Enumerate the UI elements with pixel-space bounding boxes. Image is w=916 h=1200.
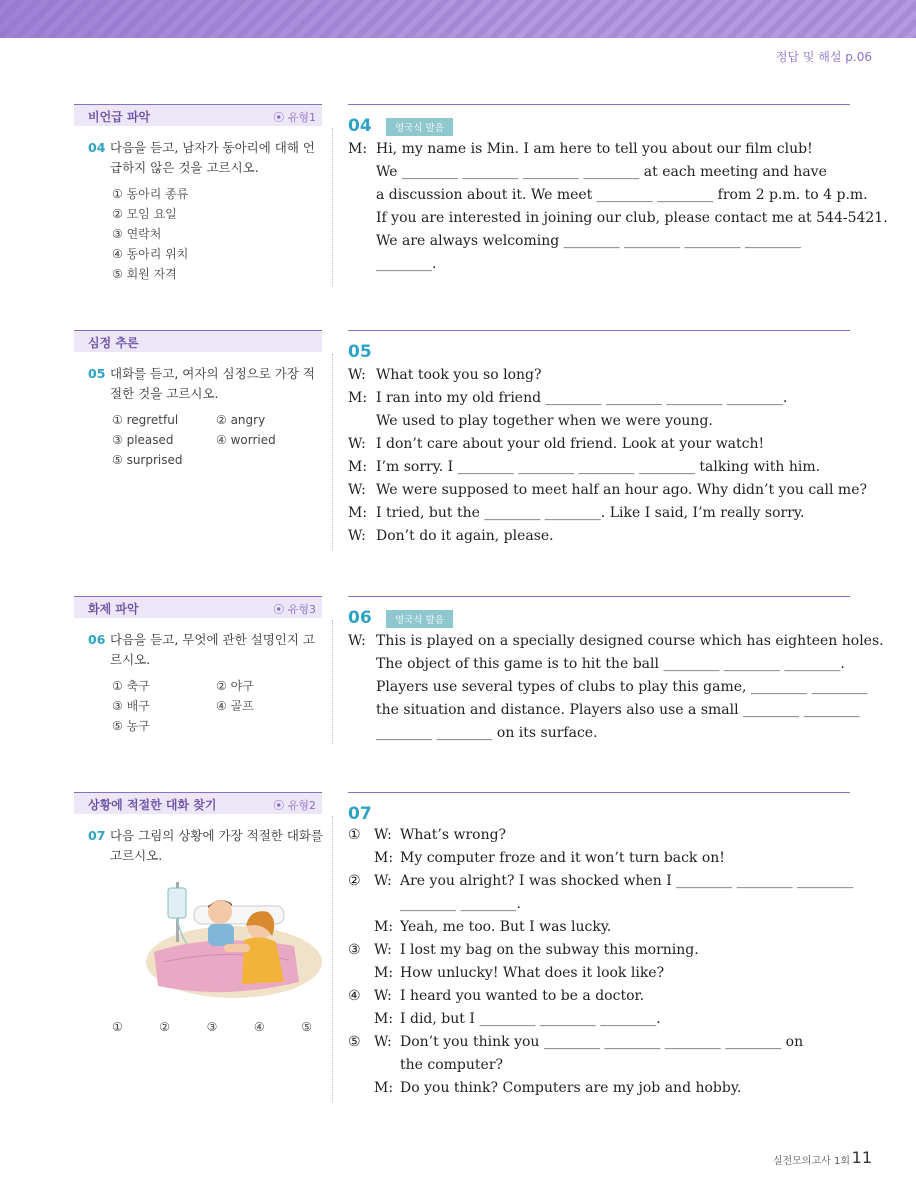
script-line [348,433,850,456]
script-line [348,630,884,653]
speaker: M: [374,1080,394,1096]
line-text: ________ ________. [400,896,521,912]
divider [348,330,850,331]
speaker: W: [348,436,366,452]
divider [348,792,850,793]
question-number: 05 [88,366,106,381]
speaker: W: [348,367,366,383]
script-line [348,1008,850,1031]
script-line [348,502,850,525]
option-1[interactable]: ① 동아리 종류 [112,187,189,201]
line-text: What’s wrong? [400,827,507,843]
line-text: Yeah, me too. But I was lucky. [400,919,612,935]
option-5[interactable]: ⑤ [301,1020,312,1034]
question-04-section [74,104,888,294]
script-number: 06 [348,608,372,628]
line-text: I ran into my old friend ________ ________ ________ ________. [376,390,788,406]
question-text [88,364,324,404]
script-line [348,1054,850,1077]
option-4[interactable]: ④ worried [216,433,276,447]
question-05-section [74,330,867,560]
line-text: Hi, my name is Min. I am here to tell you about our film club! [376,141,813,157]
speaker: W: [348,482,366,498]
line-text: Do you think? Computers are my job and hobby. [400,1080,742,1096]
option-4[interactable]: ④ 동아리 위치 [112,247,189,261]
question-body: 다음을 듣고, 무엇에 관한 설명인지 고르시오. [110,632,315,667]
script-line [348,161,850,184]
line-text: Don’t do it again, please. [376,528,554,544]
option-3[interactable]: ③ pleased [112,433,174,447]
option-2[interactable]: ② 모임 요일 [112,207,177,221]
question-type: 비언급 파악 [88,110,151,124]
script-line [348,1031,850,1054]
page-number: 11 [851,1148,872,1167]
choice-number: ④ [348,988,361,1004]
line-text: I tried, but the ________ ________. Like I said, I’m really sorry. [376,505,805,521]
line-text: I’m sorry. I ________ ________ ________ ________ talking with him. [376,459,821,475]
question-text [88,630,324,670]
option-4[interactable]: ④ [253,1020,265,1034]
option-1[interactable]: ① regretful [112,413,179,427]
script-line [348,1077,850,1100]
accent-badge: 영국식 발음 [386,118,453,136]
script-line [348,479,867,502]
question-type: 상황에 적절한 대화 찾기 [88,798,217,812]
line-text: My computer froze and it won’t turn back on! [400,850,725,866]
script-line [348,253,850,276]
speaker: M: [374,965,394,981]
choice-number: ③ [348,942,361,958]
line-text: Players use several types of clubs to play this game, ________ ________ [376,679,868,695]
speaker: M: [348,390,368,406]
line-text: Don’t you think you ________ ________ ________ ________ on [400,1034,804,1050]
question-text [88,826,324,866]
script-text [348,824,854,1100]
line-text: This is played on a specially designed course which has eighteen holes. [376,633,884,649]
option-5[interactable]: ⑤ 회원 자격 [112,267,177,281]
script-line [348,939,850,962]
option-1[interactable]: ① [112,1020,123,1034]
option-4[interactable]: ④ 골프 [216,699,254,713]
speaker: M: [374,850,394,866]
line-text: How unlucky! What does it look like? [400,965,665,981]
speaker: M: [348,505,368,521]
picture-options [112,1020,312,1034]
line-text: We used to play together when we were young. [376,413,713,429]
test-name: 실전모의고사 1회 [772,1156,850,1167]
script-line [348,364,850,387]
divider [348,104,850,105]
line-text: We ________ ________ ________ ________ at each meeting and have [376,164,827,180]
divider [332,128,333,286]
options-list [112,676,322,736]
script-line [348,722,850,745]
script-line [348,699,860,722]
speaker: W: [374,942,392,958]
question-body: 다음을 듣고, 남자가 동아리에 대해 언급하지 않은 것을 고르시오. [110,140,315,175]
question-number: 06 [88,632,106,647]
line-text: I don’t care about your old friend. Look at your watch! [376,436,765,452]
script-line [348,824,850,847]
option-3[interactable]: ③ 연락처 [112,227,162,241]
choice-number: ① [348,827,361,843]
question-type: 화제 파악 [88,602,139,616]
question-type-header [74,104,322,126]
question-type-header [74,596,322,618]
script-number: 05 [348,342,372,362]
line-text: We were supposed to meet half an hour ago. Why didn’t you call me? [376,482,867,498]
line-text: ________ ________ on its surface. [376,725,598,741]
line-text: a discussion about it. We meet ________ ________ from 2 p.m. to 4 p.m. [376,187,868,203]
divider [332,816,333,1102]
hospital-illustration [124,882,324,1002]
option-2[interactable]: ② [159,1020,171,1034]
script-line [348,138,850,161]
question-type-header [74,792,322,814]
speaker: M: [374,1011,394,1027]
option-5[interactable]: ⑤ 농구 [112,719,150,733]
top-banner [0,0,916,38]
line-text: the computer? [400,1057,504,1073]
question-type-header [74,330,322,352]
option-3[interactable]: ③ 배구 [112,699,150,713]
choice-number: ⑤ [348,1034,361,1050]
script-line [348,847,850,870]
line-text: I heard you wanted to be a doctor. [400,988,645,1004]
question-category: ⦿ 유형3 [273,603,316,616]
speaker: M: [374,919,394,935]
option-5[interactable]: ⑤ surprised [112,453,183,467]
line-text: What took you so long? [376,367,542,383]
option-1[interactable]: ① 축구 [112,679,150,693]
choice-number: ② [348,873,361,889]
script-line [348,916,850,939]
question-07-section [74,792,854,1112]
line-text: I did, but I ________ ________ ________. [400,1011,661,1027]
speaker: W: [348,528,366,544]
option-2[interactable]: ② angry [216,413,266,427]
script-number: 04 [348,116,372,136]
divider [332,354,333,550]
speaker: W: [348,633,366,649]
question-category: ⦿ 유형2 [273,799,316,812]
divider [348,596,850,597]
accent-badge: 영국식 발음 [386,610,453,628]
options-list [112,410,322,470]
answer-reference: 정답 및 해설 p.06 [775,50,872,64]
script-line [348,653,850,676]
line-text: We are always welcoming ________ ________ ________ ________ [376,233,802,249]
script-text [348,138,888,276]
options-list [112,184,322,284]
script-line [348,410,850,433]
question-body: 대화를 듣고, 여자의 심정으로 가장 적절한 것을 고르시오. [110,366,315,401]
script-line [348,893,850,916]
script-line [348,456,850,479]
script-line [348,387,850,410]
line-text: If you are interested in joining our club, please contact me at 544-5421. [376,210,888,226]
speaker: W: [374,988,392,1004]
question-number: 04 [88,140,106,155]
line-text: the situation and distance. Players also use a small ________ ________ [376,702,860,718]
question-type: 심정 추론 [88,336,139,350]
question-06-section [74,596,884,756]
option-3[interactable]: ③ [206,1020,218,1034]
question-text [88,138,324,178]
script-line [348,230,850,253]
speaker: W: [374,1034,392,1050]
script-number: 07 [348,804,372,824]
script-line [348,184,868,207]
speaker: W: [374,873,392,889]
script-line [348,207,888,230]
script-text [348,364,867,548]
speaker: M: [348,459,368,475]
script-line [348,676,868,699]
script-line [348,985,850,1008]
script-text [348,630,884,745]
line-text: ________. [376,256,437,272]
question-category: ⦿ 유형1 [273,111,316,124]
line-text: The object of this game is to hit the ball ________ ________ ________. [376,656,845,672]
option-2[interactable]: ② 야구 [216,679,254,693]
script-line [348,962,850,985]
divider [332,620,333,744]
speaker: W: [374,827,392,843]
speaker: M: [348,141,368,157]
question-body: 다음 그림의 상황에 가장 적절한 대화를 고르시오. [110,828,324,863]
script-line [348,870,854,893]
line-text: Are you alright? I was shocked when I ________ ________ ________ [400,873,854,889]
script-line [348,525,850,548]
question-number: 07 [88,828,106,843]
line-text: I lost my bag on the subway this morning. [400,942,699,958]
